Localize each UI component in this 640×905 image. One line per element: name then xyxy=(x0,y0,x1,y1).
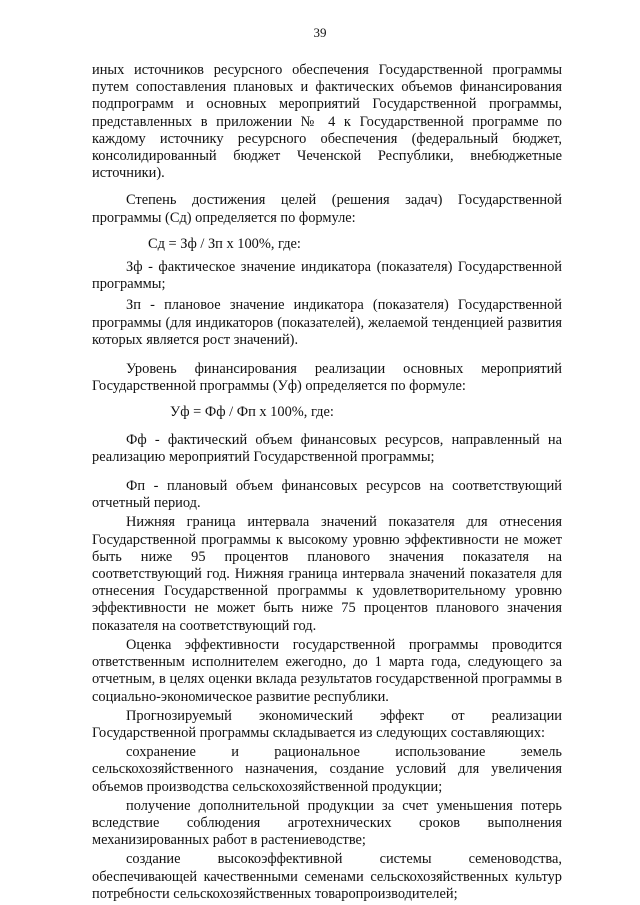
definition-ff: Фф - фактический объем финансовых ресурсов, направленный на реализацию мероприятий Государственной программы; xyxy=(92,431,562,465)
formula-sd: Сд = Зф / Зп х 100%, где: xyxy=(148,235,301,252)
paragraph-resource-sources: иных источников ресурсного обеспечения Государственной программы путем сопоставления плановых и фактических объемов финансирования подпрограмм и основных мероприятий Государственной программы, представленных в приложении № 4 к Государственной программе по каждому источнику ресурсного обеспечения (федеральный бюджет, консолидированный бюджет Чеченской Республики, внебюджетные источники). xyxy=(92,62,562,182)
list-item-seed-system: создание высокоэффективной системы семеноводства, обеспечивающей качественными семенами сельскохозяйственных культур потребности сельскохозяйственных товаропроизводителей; xyxy=(92,851,562,902)
paragraph-efficiency-bounds: Нижняя граница интервала значений показателя для отнесения Государственной программы к высокому уровню эффективности не может быть ниже 95 процентов планового значения показателя на соответствующий год. Нижняя граница интервала значений показателя для отнесения Государственной программы к удовлетворительному уровню эффективности не может быть ниже 75 процентов планового значения показателя на соответствующий год. xyxy=(92,514,562,634)
paragraph-goal-achievement: Степень достижения целей (решения задач) Государственной программы (Сд) определяется по формуле: xyxy=(92,192,562,226)
paragraph-financing-level: Уровень финансирования реализации основных мероприятий Государственной программы (Уф) определяется по формуле: xyxy=(92,361,562,395)
list-item-additional-production: получение дополнительной продукции за счет уменьшения потерь вследствие соблюдения агротехнических сроков выполнения механизированных работ в растениеводстве; xyxy=(92,797,562,849)
paragraph-efficiency-assessment: Оценка эффективности государственной программы проводится ответственным исполнителем ежегодно, до 1 марта года, следующего за отчетным, в целях оценки вклада результатов государственной программы в социально-экономическое развитие республики. xyxy=(92,636,562,705)
paragraph-economic-effect: Прогнозируемый экономический эффект от реализации Государственной программы складывается из следующих составляющих: xyxy=(92,707,562,741)
definition-zf: Зф - фактическое значение индикатора (показателя) Государственной программы; xyxy=(92,259,562,293)
definition-fp: Фп - плановый объем финансовых ресурсов на соответствующий отчетный период. xyxy=(92,478,562,512)
formula-uf: Уф = Фф / Фп х 100%, где: xyxy=(170,404,334,421)
list-item-land-preservation: сохранение и рациональное использование земель сельскохозяйственного назначения, создание условий для увеличения объемов производства сельскохозяйственной продукции; xyxy=(92,744,562,795)
document-body xyxy=(92,62,562,903)
page-number: 39 xyxy=(313,25,327,40)
definition-zp: Зп - плановое значение индикатора (показателя) Государственной программы (для индикаторов (показателей), желаемой тенденцией развития которых является рост значений). xyxy=(92,297,562,348)
